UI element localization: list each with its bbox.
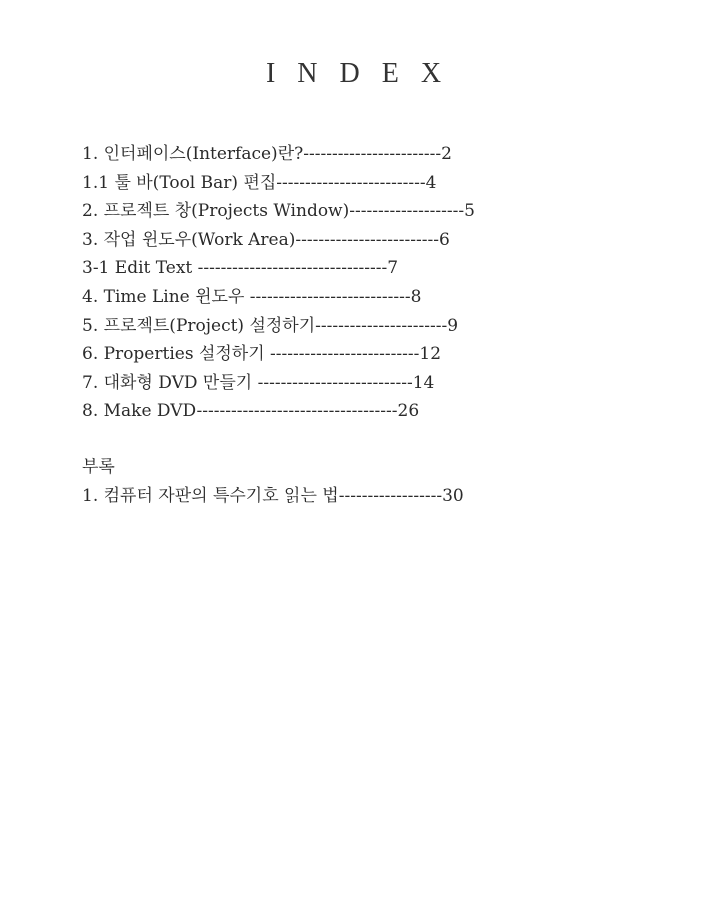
index-title: INDEX [265,58,464,89]
toc-entry: 3. 작업 윈도우(Work Area)-------------------------6 [82,229,450,250]
appendix-section [82,452,622,511]
toc-entry: 3-1 Edit Text ---------------------------------7 [82,258,399,279]
toc-entry: 2. 프로젝트 창(Projects Window)--------------------5 [82,201,475,222]
toc-entry: 1. 인터페이스(Interface)란?------------------------2 [82,144,452,164]
toc-entry: 6. Properties 설정하기 --------------------------12 [82,344,442,365]
toc-entry: 5. 프로젝트(Project) 설정하기-----------------------9 [82,315,459,336]
toc-entry: 1.1 툴 바(Tool Bar) 편집--------------------------4 [82,172,437,193]
appendix-heading: 부록 [82,457,115,477]
toc-entry: 4. Time Line 윈도우 ----------------------------8 [82,286,422,307]
table-of-contents [82,140,622,426]
toc-entry: 8. Make DVD-----------------------------------26 [82,401,420,422]
appendix-entry: 1. 컴퓨터 자판의 특수기호 읽는 법------------------30 [82,486,464,506]
toc-entry: 7. 대화형 DVD 만들기 ---------------------------14 [82,372,435,393]
